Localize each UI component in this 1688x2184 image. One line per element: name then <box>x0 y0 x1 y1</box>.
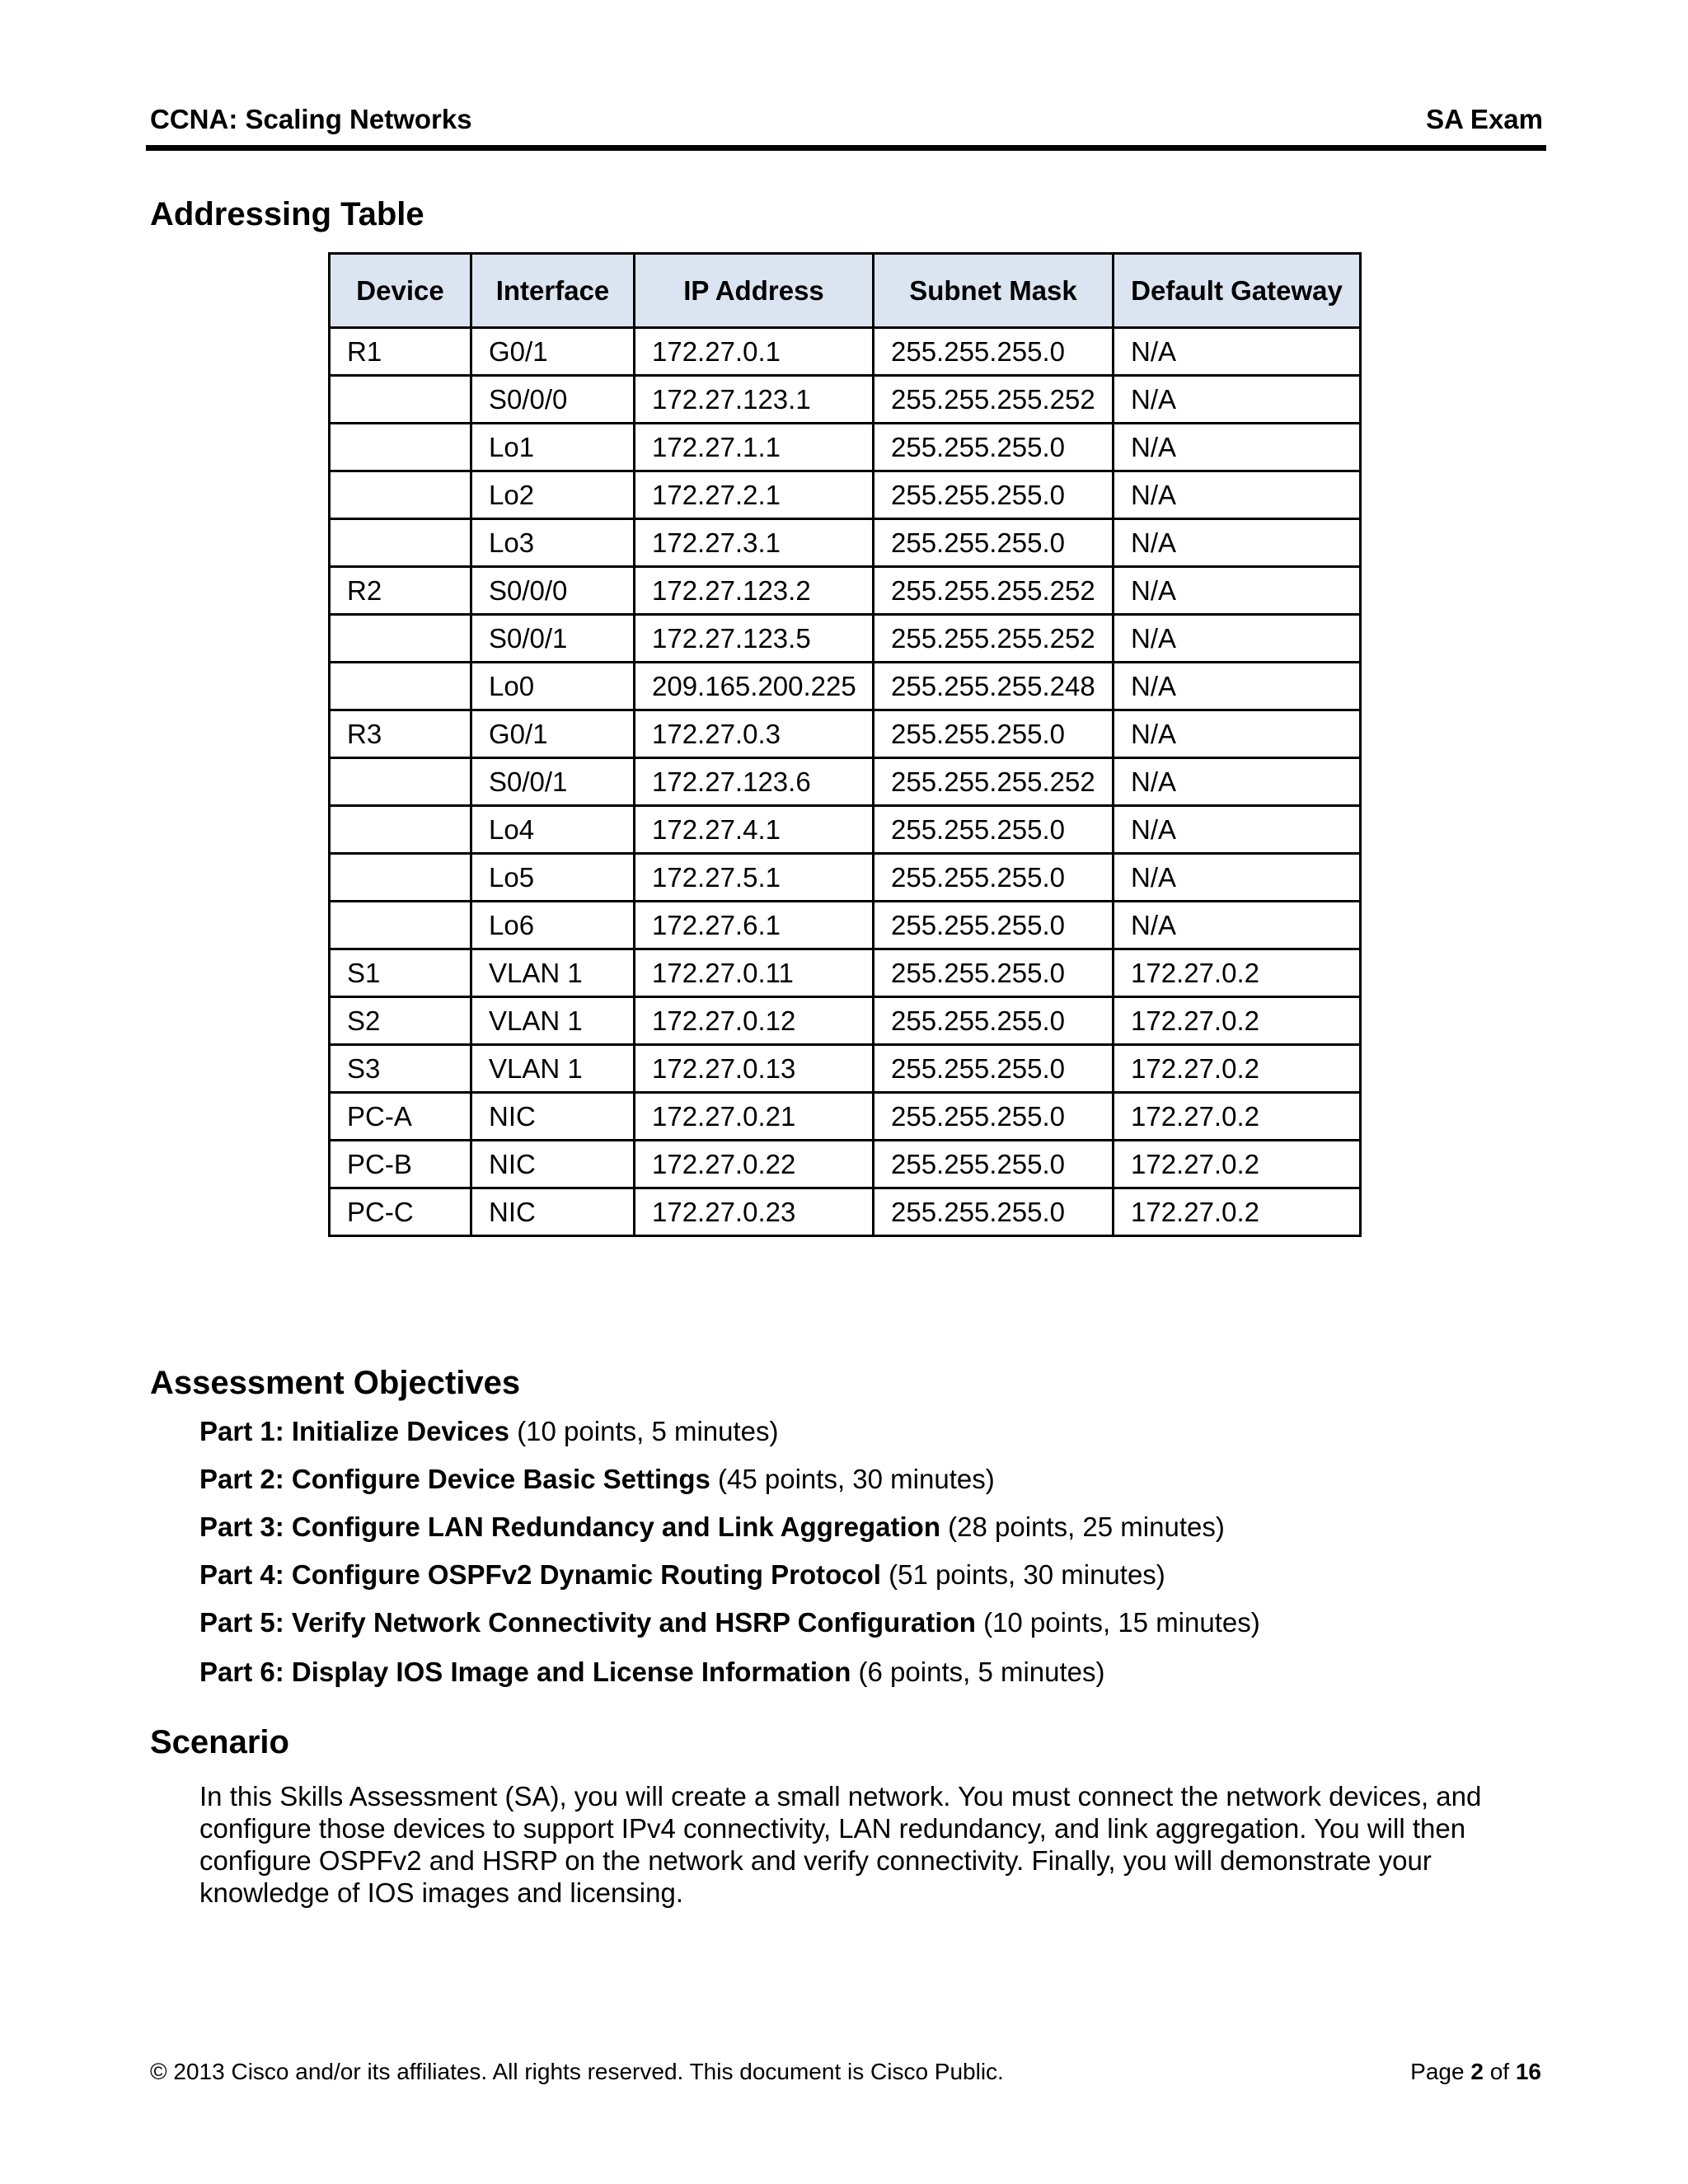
table-cell: 255.255.255.0 <box>874 1093 1114 1141</box>
table-cell: N/A <box>1114 663 1361 710</box>
table-row <box>330 328 1361 376</box>
table-cell: 255.255.255.252 <box>874 758 1114 806</box>
table-cell: N/A <box>1114 519 1361 567</box>
table-cell <box>330 758 471 806</box>
table-cell: VLAN 1 <box>471 1045 635 1093</box>
table-cell <box>330 376 471 424</box>
objective-detail: (28 points, 25 minutes) <box>948 1511 1225 1542</box>
objective-item <box>199 1607 1260 1638</box>
table-cell: Lo1 <box>471 424 635 471</box>
objective-item <box>199 1657 1105 1688</box>
objective-item <box>199 1511 1225 1543</box>
table-cell: Lo4 <box>471 806 635 854</box>
table-cell: 172.27.1.1 <box>635 424 874 471</box>
table-cell: PC-B <box>330 1141 471 1188</box>
table-cell: S0/0/1 <box>471 758 635 806</box>
table-cell: NIC <box>471 1141 635 1188</box>
table-cell: 255.255.255.0 <box>874 997 1114 1045</box>
page-current: 2 <box>1470 2059 1484 2084</box>
header-rule <box>146 145 1546 151</box>
table-cell: 172.27.123.5 <box>635 615 874 663</box>
table-cell: 255.255.255.0 <box>874 328 1114 376</box>
table-cell: NIC <box>471 1093 635 1141</box>
table-cell: N/A <box>1114 471 1361 519</box>
objective-detail: (45 points, 30 minutes) <box>718 1464 995 1494</box>
table-cell: S0/0/0 <box>471 567 635 615</box>
table-cell: Lo5 <box>471 854 635 902</box>
table-cell: 172.27.0.21 <box>635 1093 874 1141</box>
table-row <box>330 376 1361 424</box>
table-row <box>330 710 1361 758</box>
table-header-row <box>330 254 1361 328</box>
table-row <box>330 854 1361 902</box>
table-row <box>330 471 1361 519</box>
table-row <box>330 567 1361 615</box>
objective-detail: (10 points, 15 minutes) <box>983 1607 1260 1638</box>
table-cell: S0/0/1 <box>471 615 635 663</box>
table-cell: 172.27.6.1 <box>635 902 874 949</box>
table-cell: 255.255.255.0 <box>874 854 1114 902</box>
objective-item <box>199 1416 779 1447</box>
table-cell: 255.255.255.248 <box>874 663 1114 710</box>
objective-name: Part 6: Display IOS Image and License Information <box>199 1657 851 1687</box>
table-cell: PC-C <box>330 1188 471 1236</box>
table-cell: 172.27.0.2 <box>1114 997 1361 1045</box>
table-cell: 172.27.3.1 <box>635 519 874 567</box>
table-cell: 255.255.255.0 <box>874 1141 1114 1188</box>
objective-name: Part 1: Initialize Devices <box>199 1416 510 1446</box>
table-cell: G0/1 <box>471 328 635 376</box>
table-cell <box>330 424 471 471</box>
table-row <box>330 1188 1361 1236</box>
table-cell: 255.255.255.0 <box>874 1045 1114 1093</box>
table-cell: VLAN 1 <box>471 997 635 1045</box>
table-cell: 172.27.4.1 <box>635 806 874 854</box>
objective-name: Part 4: Configure OSPFv2 Dynamic Routing Protocol <box>199 1559 881 1590</box>
page-total: 16 <box>1515 2059 1541 2084</box>
footer-page-number <box>1410 2059 1541 2085</box>
table-cell <box>330 663 471 710</box>
table-cell: 172.27.0.22 <box>635 1141 874 1188</box>
table-cell: PC-A <box>330 1093 471 1141</box>
table-cell <box>330 806 471 854</box>
objective-detail: (51 points, 30 minutes) <box>889 1559 1165 1590</box>
table-cell: N/A <box>1114 902 1361 949</box>
table-cell: R1 <box>330 328 471 376</box>
page-of: of <box>1489 2059 1510 2084</box>
table-cell: Lo6 <box>471 902 635 949</box>
table-row <box>330 902 1361 949</box>
table-cell: 255.255.255.0 <box>874 949 1114 997</box>
table-cell: 172.27.0.12 <box>635 997 874 1045</box>
table-cell <box>330 615 471 663</box>
table-cell: R2 <box>330 567 471 615</box>
column-header: Device <box>330 254 471 328</box>
addressing-table <box>328 252 1362 1237</box>
addressing-table-heading: Addressing Table <box>150 196 424 232</box>
table-row <box>330 949 1361 997</box>
table-cell: S2 <box>330 997 471 1045</box>
objective-detail: (6 points, 5 minutes) <box>858 1657 1105 1687</box>
table-row <box>330 519 1361 567</box>
table-cell <box>330 519 471 567</box>
table-cell: N/A <box>1114 854 1361 902</box>
objective-item <box>199 1559 1165 1591</box>
table-row <box>330 663 1361 710</box>
table-cell: 172.27.0.23 <box>635 1188 874 1236</box>
table-cell: 255.255.255.0 <box>874 902 1114 949</box>
table-row <box>330 1045 1361 1093</box>
table-cell <box>330 854 471 902</box>
table-cell: S1 <box>330 949 471 997</box>
objective-name: Part 5: Verify Network Connectivity and HSRP Configuration <box>199 1607 976 1638</box>
table-cell: 172.27.0.2 <box>1114 1045 1361 1093</box>
table-cell: Lo3 <box>471 519 635 567</box>
table-cell: N/A <box>1114 615 1361 663</box>
page-header <box>150 104 1543 137</box>
column-header: Subnet Mask <box>874 254 1114 328</box>
scenario-text: In this Skills Assessment (SA), you will create a small network. You must connect the network devices, and configure those devices to support IPv4 connectivity, LAN redundancy, and link aggregation. You will then configure OSPFv2 and HSRP on the network and verify connectivity. Finally, you will demonstrate your knowledge of IOS images and licensing. <box>199 1781 1482 1908</box>
exam-title: SA Exam <box>1426 104 1543 134</box>
objective-name: Part 3: Configure LAN Redundancy and Link Aggregation <box>199 1511 940 1542</box>
objective-detail: (10 points, 5 minutes) <box>517 1416 779 1446</box>
table-cell <box>330 902 471 949</box>
table-cell: 255.255.255.252 <box>874 615 1114 663</box>
table-row <box>330 615 1361 663</box>
column-header: IP Address <box>635 254 874 328</box>
table-cell: 172.27.5.1 <box>635 854 874 902</box>
scenario-heading: Scenario <box>150 1724 289 1760</box>
table-row <box>330 806 1361 854</box>
table-cell: VLAN 1 <box>471 949 635 997</box>
table-cell: 255.255.255.252 <box>874 376 1114 424</box>
table-cell: S3 <box>330 1045 471 1093</box>
table-cell: 172.27.0.13 <box>635 1045 874 1093</box>
table-row <box>330 1141 1361 1188</box>
table-cell: Lo2 <box>471 471 635 519</box>
table-cell: N/A <box>1114 328 1361 376</box>
column-header: Interface <box>471 254 635 328</box>
table-row <box>330 997 1361 1045</box>
objective-item <box>199 1464 995 1495</box>
table-cell: S0/0/0 <box>471 376 635 424</box>
table-cell <box>330 471 471 519</box>
table-cell: 172.27.123.2 <box>635 567 874 615</box>
table-cell: N/A <box>1114 424 1361 471</box>
table-cell: 255.255.255.0 <box>874 1188 1114 1236</box>
table-cell: 172.27.0.11 <box>635 949 874 997</box>
table-cell: 172.27.123.1 <box>635 376 874 424</box>
table-row <box>330 1093 1361 1141</box>
table-cell: N/A <box>1114 758 1361 806</box>
objective-name: Part 2: Configure Device Basic Settings <box>199 1464 710 1494</box>
table-cell: 255.255.255.0 <box>874 519 1114 567</box>
table-row <box>330 758 1361 806</box>
table-cell: NIC <box>471 1188 635 1236</box>
table-cell: 172.27.0.2 <box>1114 1093 1361 1141</box>
table-cell: N/A <box>1114 567 1361 615</box>
table-cell: 209.165.200.225 <box>635 663 874 710</box>
table-cell: 172.27.2.1 <box>635 471 874 519</box>
table-cell: 255.255.255.0 <box>874 710 1114 758</box>
table-cell: N/A <box>1114 806 1361 854</box>
page-label: Page <box>1410 2059 1465 2084</box>
table-cell: 255.255.255.0 <box>874 471 1114 519</box>
course-title: CCNA: Scaling Networks <box>150 104 472 134</box>
table-cell: 172.27.0.3 <box>635 710 874 758</box>
table-cell: 172.27.0.1 <box>635 328 874 376</box>
table-cell: 255.255.255.252 <box>874 567 1114 615</box>
table-cell: 172.27.123.6 <box>635 758 874 806</box>
table-cell: 172.27.0.2 <box>1114 1141 1361 1188</box>
table-row <box>330 424 1361 471</box>
footer-copyright: © 2013 Cisco and/or its affiliates. All rights reserved. This document is Cisco Public. <box>150 2059 1004 2084</box>
table-cell: Lo0 <box>471 663 635 710</box>
table-cell: N/A <box>1114 710 1361 758</box>
table-cell: N/A <box>1114 376 1361 424</box>
table-cell: 172.27.0.2 <box>1114 1188 1361 1236</box>
table-cell: 255.255.255.0 <box>874 806 1114 854</box>
table-cell: G0/1 <box>471 710 635 758</box>
objectives-heading: Assessment Objectives <box>150 1365 521 1401</box>
table-cell: 172.27.0.2 <box>1114 949 1361 997</box>
table-cell: 255.255.255.0 <box>874 424 1114 471</box>
column-header: Default Gateway <box>1114 254 1361 328</box>
table-cell: R3 <box>330 710 471 758</box>
